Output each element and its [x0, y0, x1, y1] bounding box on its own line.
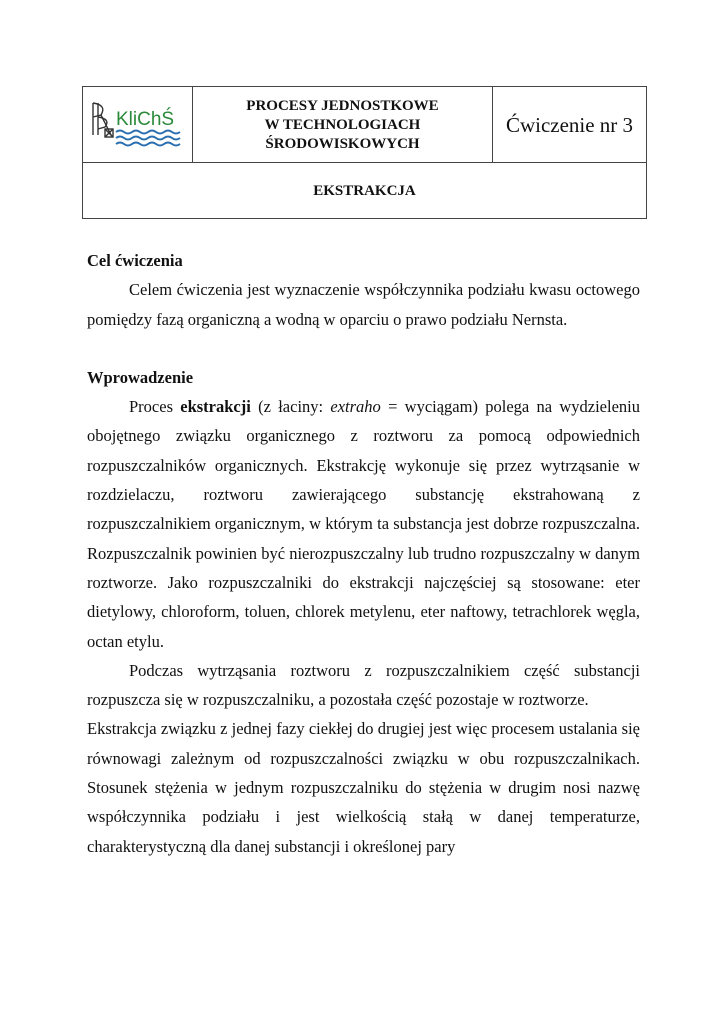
text-run: (z łaciny: [250, 397, 331, 417]
course-title-line-3: ŚRODOWISKOWYCH [265, 135, 420, 152]
header-table [82, 86, 647, 219]
exercise-topic: EKSTRAKCJA [313, 183, 416, 199]
logo-cell [83, 87, 193, 163]
cel-paragraph: Celem ćwiczenia jest wyznaczenie współczynnika podziału kwasu octowego pomiędzy fazą organiczną a wodną w oparciu o prawo podziału Nernsta. [87, 280, 640, 329]
text-run: Proces [129, 397, 181, 417]
cel-heading: Cel ćwiczenia [87, 251, 183, 270]
document-body [87, 246, 640, 861]
logo-text: KliChŚ [116, 109, 175, 130]
bold-term: ekstrakcji [180, 397, 251, 417]
course-title-line-2: W TECHNOLOGIACH [264, 116, 421, 133]
wprowadzenie-paragraph-3: Ekstrakcja związku z jednej fazy ciekłej do drugiej jest więc procesem ustalania się równowagi zależnym od rozpuszczalności związku w obu rozpuszczalnikach. Stosunek stężenia w jednym rozpuszczalniku do stężenia w drugim nosi nazwę współczynnika podziału i jest wielkością stałą w danej temperaturze, charakterystyczną dla danej substancji i określonej pary [87, 719, 640, 856]
course-title [193, 87, 493, 163]
italic-term: extraho [330, 397, 381, 417]
klichs-logo [89, 101, 189, 151]
wprowadzenie-paragraph-1 [87, 392, 640, 656]
course-title-line-1: PROCESY JEDNOSTKOWE [246, 97, 439, 114]
wprowadzenie-paragraph-2: Podczas wytrząsania roztworu z rozpuszczalnikiem część substancji rozpuszcza się w rozpuszczalniku, a pozostała część pozostaje w roztworze. [87, 660, 640, 710]
wprowadzenie-heading: Wprowadzenie [87, 367, 194, 387]
header-top-row [83, 87, 646, 163]
exercise-number: Ćwiczenie nr 3 [505, 112, 634, 137]
text-run: = wyciągam) polega na wydzieleniu obojętnego związku organicznego z roztworu za pomocą odpowiednich rozpuszczalników organicznych. Ekstrakcję wykonuje się przez wytrząsanie w rozdzielaczu, roztworu zawierającego substancję ekstrahowaną z rozpuszczalnikiem organicznym, w którym ta substancja jest dobrze rozpuszczalna. Rozpuszczalnik powinien być nierozpuszczalny lub trudno rozpuszczalny w danym roztworze. Jako rozpuszczalniki do ekstrakcji najczęściej są stosowane: eter dietylowy, chloroform, toluen, chlorek metylenu, eter naftowy, tetrachlorek węgla, octan etylu. [87, 397, 640, 651]
